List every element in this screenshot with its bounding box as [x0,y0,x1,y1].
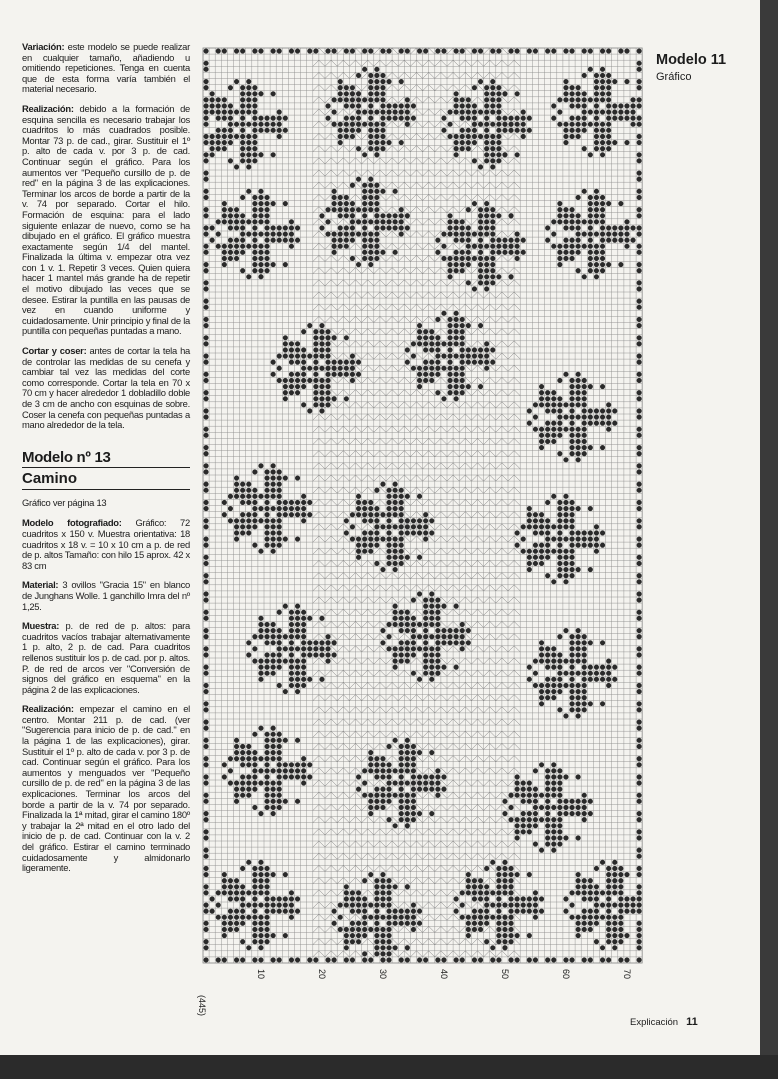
model-header [656,52,726,83]
realization-11-paragraph [22,104,190,337]
model-subtitle: Gráfico [656,71,692,83]
instructions-column [22,42,190,883]
variation-paragraph [22,42,190,95]
axis-tick-label: 30 [377,969,388,980]
material-text: 3 ovillos "Gracia 15" en blanco de Junghans Wolle. 1 ganchillo Imra del nº 1,25. [22,579,190,612]
footer-section: Explicación [630,1017,679,1028]
axis-start-label: (445) [197,995,207,1017]
chart-reference: Gráfico ver página 13 [22,496,107,508]
section-heading [22,449,190,490]
scan-border [0,1055,778,1079]
sample-text: p. de red de p. altos: para cuadritos vacíos trabajar alternativamente 1 p. alto, 2 p. de cad. Para cuadritos rellenos sustituir los p. de cad. por p. altos. P. de red de arcos ver "Conversión de signos del gráfico en esquema" en la página 2 de las explicaciones. [22,620,190,695]
variation-label: Variación: [22,41,65,52]
axis-tick-label: 50 [499,969,510,980]
axis-tick-label: 20 [316,969,327,980]
page-number: 11 [686,1016,698,1028]
realization-13-text: empezar el camino en el centro. Montar 211 p. de cad. (ver "Sugerencia para inicio de p. de cad." en la página 1 de las explicaciones), girar. Sustituir el 1º p. alto de cada v. por 3 p. de cad. Continuar según el gráfico. Para los aumentos y menguados ver "Pequeño cursillo de p. de red" en la página 3 de las explicaciones. Terminar los arcos del borde a partir de la v. 74 por separado. Finalizada la 1ª mitad, girar el camino 180º y trabajar la 2ª mitad en el otro lado del inicio de p. de cad. Continuar con la v. 2 del gráfico. Estirar el camino terminado cuidadosamente y almidonarlo ligeramente. [22,703,190,874]
cut-sew-text: antes de cortar la tela ha de controlar las medidas de su cenefa y cambiar tal vez las medidas del corte como corresponde. Cortar la tela en 70 x 70 cm y hacer alrededor 1 dobladillo doble de 3 cm de ancho con esquinas de sobre. Coser la cenefa con pequeñas puntadas a mano alrededor de la tela. [22,345,190,431]
axis-tick-label: 70 [621,969,632,980]
axis-tick-label: 10 [255,969,266,980]
material-paragraph [22,580,190,612]
page-edge [760,0,778,1079]
photo-model-paragraph [22,518,190,571]
axis-tick-label: 60 [560,969,571,980]
model-title: Modelo 11 [656,52,727,68]
cut-sew-label: Cortar y coser: [22,345,87,357]
realization-13-label: Realización: [22,703,74,715]
filet-chart [195,44,655,1024]
filet-chart-svg [195,44,655,1019]
realization-11-text: debido a la formación de esquina sencilla es necesario trabajar los cuadritos lo más cuadrados posible. Montar 73 p. de cad., girar. Sustituir el 1º p. alto de cada v. por 3 p. de cad. Continuar según el gráfico. Para los aumentos ver "Pequeño cursillo de p. de red" en la página 3 de las explicaciones. Terminar los arcos de borde a partir de la v. 74 por separado. Cortar el hilo. Formación de esquina: para el lado siguiente enlazar de nuevo, como se ha dibujado en el gráfico. El gráfico muestra exactamente según 1/4 del mantel. Finalizada la última v. empezar otra vez con 1 v. 1. Repetir 3 veces. Quien quiera hacer 1 mantel más grande ha de repetir el motivo dibujado las veces que se desee. Estirar la puntilla en las pausas de vez en cuando uniforme y cuidadosamente. Unir principio y final de la puntilla con pequeñas puntadas a mano. [22,102,190,337]
photo-model-text: Gráfico: 72 cuadritos x 150 v. Muestra orientativa: 18 cuadritos x 18 v. = 10 x 10 cm a p. de red de p. altos Tamaño: con hilo 15 aprox. 42 x 83 cm [22,517,190,571]
material-label: Material: [22,579,59,591]
variation-text: este modelo se puede realizar en cualquier tamaño, añadiendo u omitiendo repeticiones. Tenga en cuenta que de esta forma varía también el material necesario. [22,41,190,95]
sample-label: Muestra: [22,620,60,632]
cut-sew-paragraph [22,346,190,431]
sample-paragraph [22,621,190,695]
axis-tick-label: 40 [438,969,449,980]
section-title: Modelo nº 13 [22,449,190,468]
realization-11-label: Realización: [22,102,74,114]
section-subtitle: Camino [22,469,78,487]
photo-model-label: Modelo fotografiado: [22,517,122,529]
page-footer [630,1016,698,1028]
realization-13-paragraph [22,704,190,874]
